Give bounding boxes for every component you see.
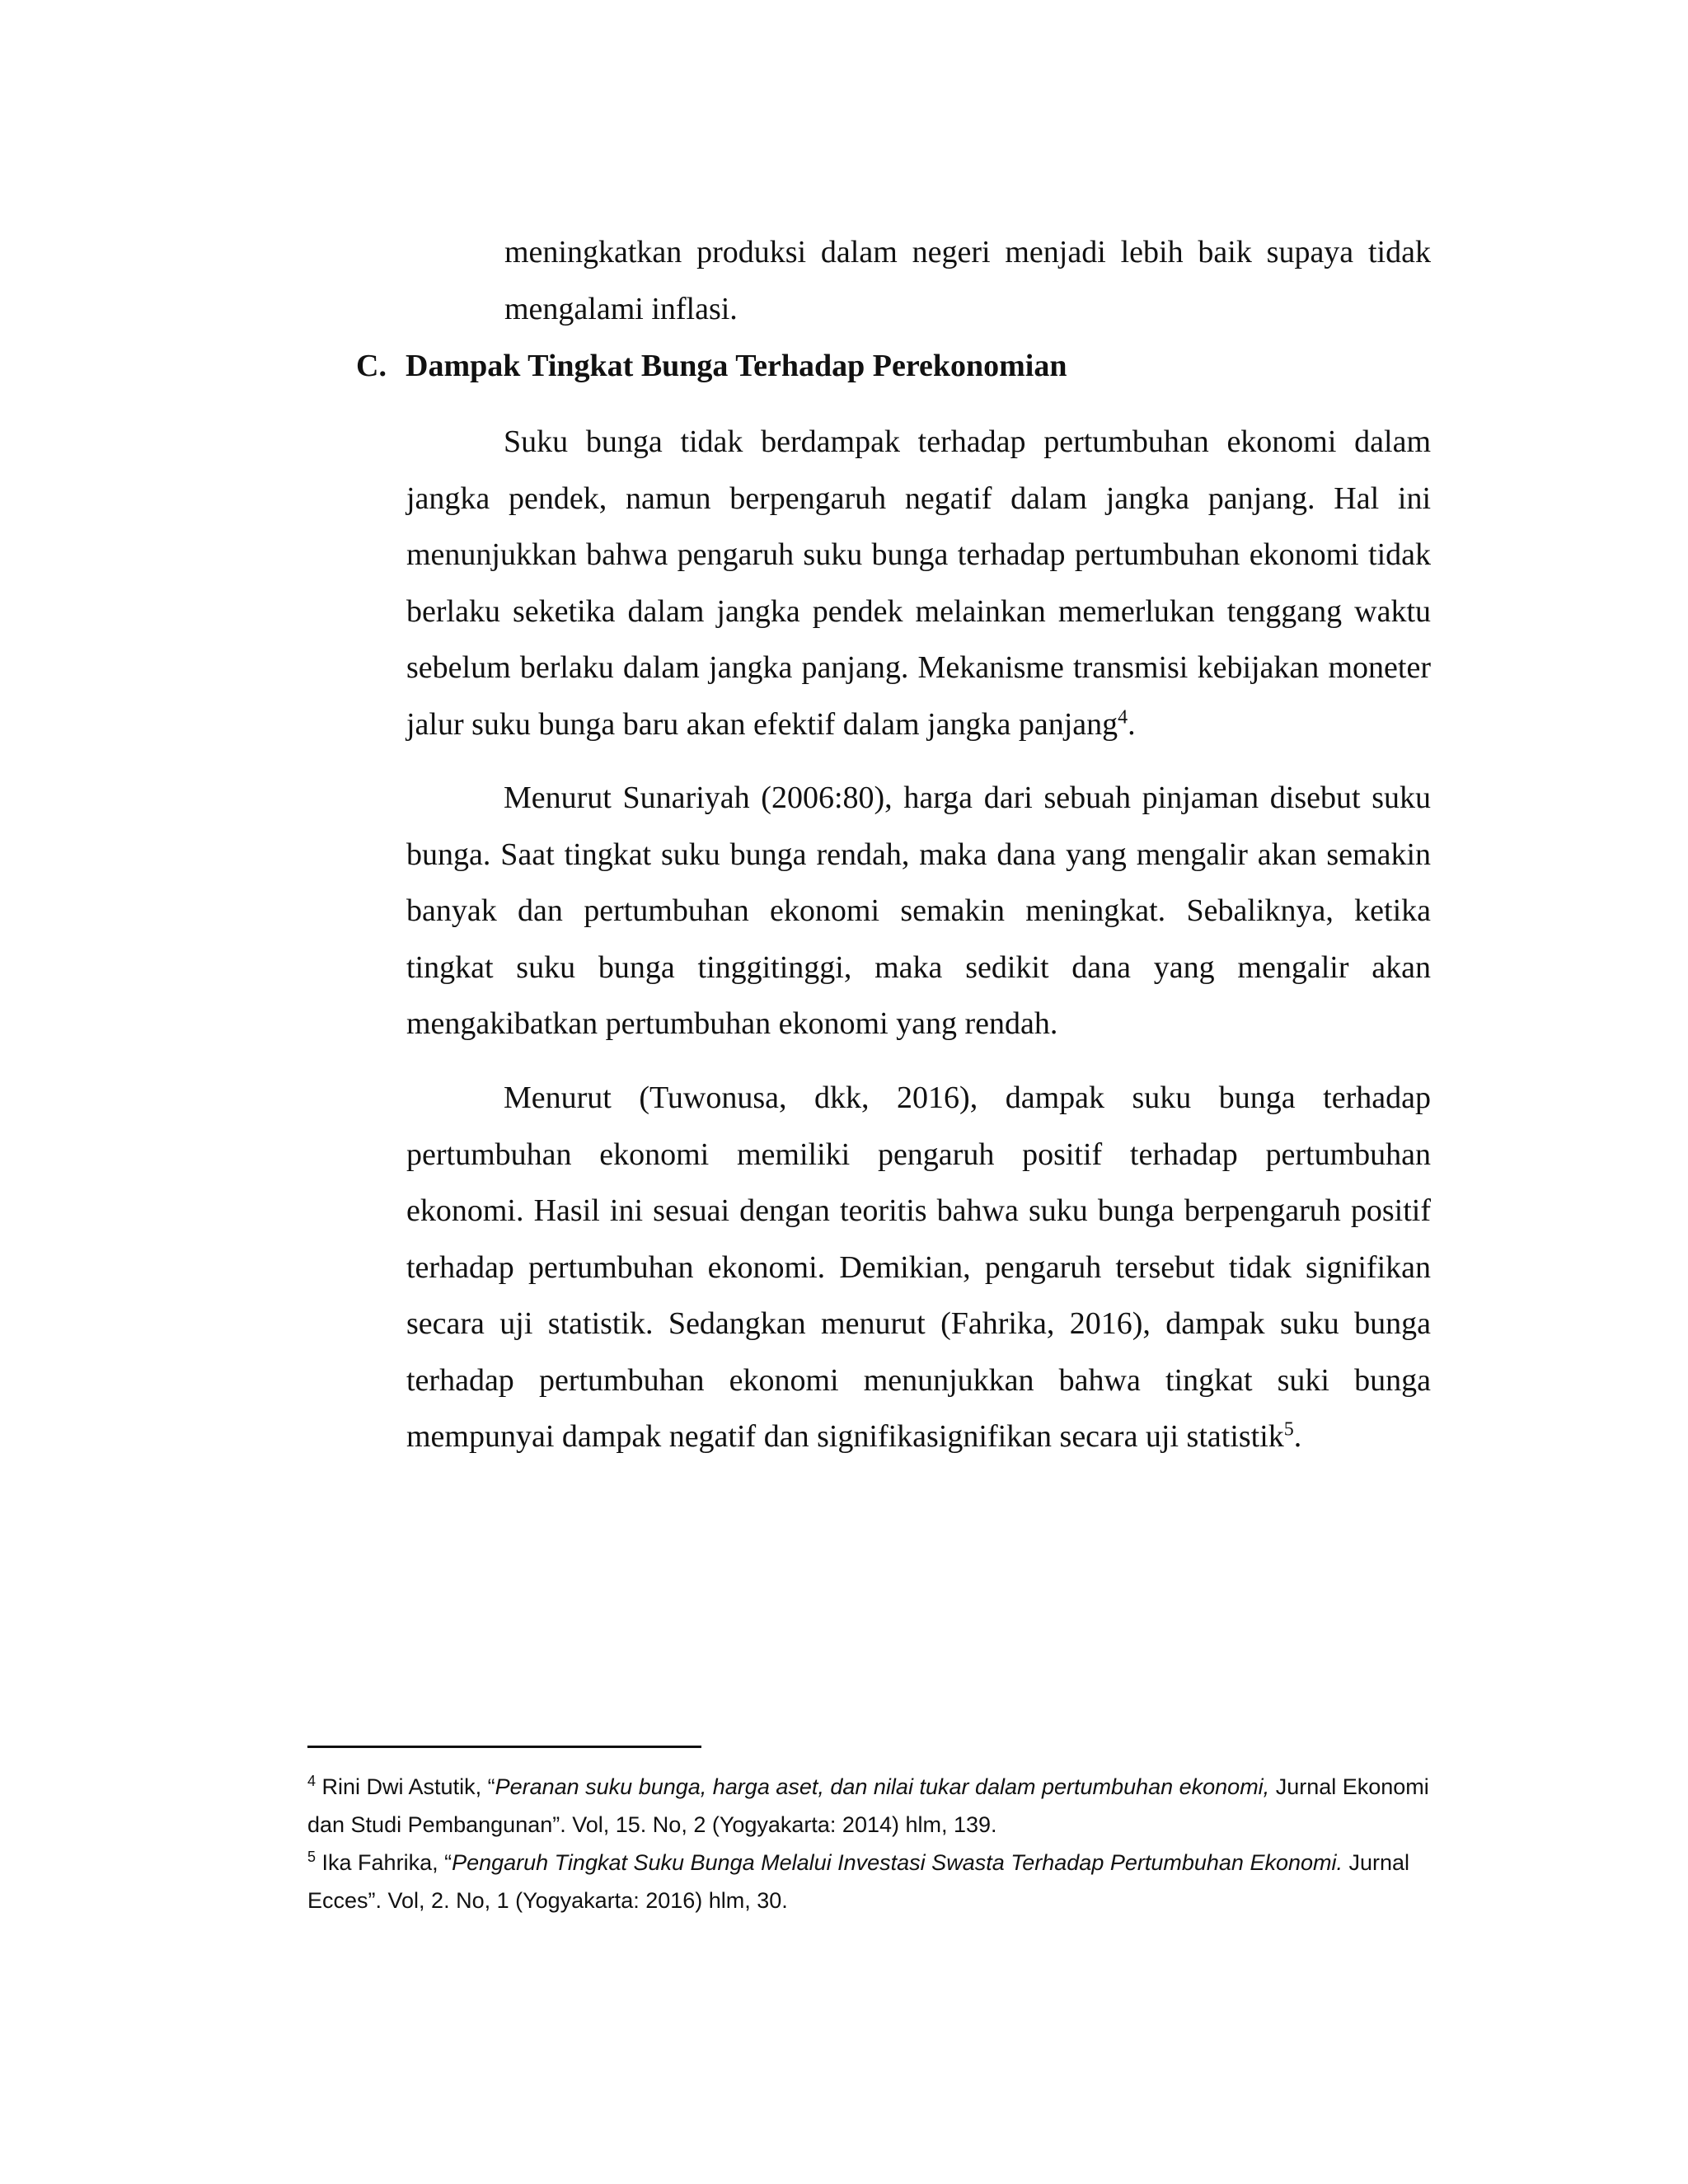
footnote-5-title: Pengaruh Tingkat Suku Bunga Melalui Investasi Swasta Terhadap Pertumbuhan Ekonomi. (452, 1850, 1343, 1875)
carry-over-text: meningkatkan produksi dalam negeri menjadi lebih baik supaya tidak mengalami inflasi. (504, 235, 1431, 326)
footnote-ref-4[interactable]: 4 (1118, 705, 1128, 728)
footnotes (307, 1768, 1445, 1919)
section-heading (356, 338, 1067, 395)
paragraph-3-text: Menurut (Tuwonusa, dkk, 2016), dampak suku bunga terhadap pertumbuhan ekonomi memiliki pengaruh positif terhadap pertumbuhan ekonomi. Hasil ini sesuai dengan teoritis bahwa suku bunga berpengaruh positif terhadap pertumbuhan ekonomi. Demikian, pengaruh tersebut tidak signifikan secara uji statistik. Sedangkan menurut (Fahrika, 2016), dampak suku bunga terhadap pertumbuhan ekonomi menunjukkan bahwa tingkat suki bunga mempunyai dampak negatif dan signifikasignifikan secara uji statistik (406, 1080, 1431, 1454)
paragraph-3-end: . (1293, 1419, 1302, 1454)
paragraph-1 (406, 414, 1431, 752)
paragraph-2-text: Menurut Sunariyah (2006:80), harga dari sebuah pinjaman disebut suku bunga. Saat tingkat suku bunga rendah, maka dana yang mengalir akan semakin banyak dan pertumbuhan ekonomi semakin meningkat. Sebaliknya, ketika tingkat suku bunga tinggitinggi, maka sedikit dana yang mengalir akan mengakibatkan pertumbuhan ekonomi yang rendah. (406, 780, 1431, 1041)
footnote-5 (307, 1844, 1445, 1919)
footnote-5-rest: Jurnal Ecces”. Vol, 2. No, 1 (Yogyakarta: 2016) hlm, 30. (307, 1850, 1410, 1913)
paragraph-3 (406, 1070, 1431, 1465)
section-title: Dampak Tingkat Bunga Terhadap Perekonomian (406, 349, 1067, 383)
paragraph-2 (406, 770, 1431, 1052)
footnote-4-lead: Rini Dwi Astutik, “ (321, 1774, 495, 1799)
footnote-4-number: 4 (307, 1773, 316, 1789)
footnote-4-rest: Jurnal Ekonomi dan Studi Pembangunan”. Vol, 15. No, 2 (Yogyakarta: 2014) hlm, 139. (307, 1774, 1429, 1837)
paragraph-1-text: Suku bunga tidak berdampak terhadap pertumbuhan ekonomi dalam jangka pendek, namun berpengaruh negatif dalam jangka panjang. Hal ini menunjukkan bahwa pengaruh suku bunga terhadap pertumbuhan ekonomi tidak berlaku seketika dalam jangka pendek melainkan memerlukan tenggang waktu sebelum berlaku dalam jangka panjang. Mekanisme transmisi kebijakan moneter jalur suku bunga baru akan efektif dalam jangka panjang (406, 424, 1431, 742)
footnote-ref-5[interactable]: 5 (1283, 1418, 1294, 1441)
footnote-5-lead: Ika Fahrika, “ (321, 1850, 452, 1875)
footnote-4-title: Peranan suku bunga, harga aset, dan nilai tukar dalam pertumbuhan ekonomi, (495, 1774, 1270, 1799)
footnote-4 (307, 1768, 1445, 1844)
section-marker: C. (356, 349, 387, 383)
footnote-separator (307, 1746, 701, 1748)
footnote-5-number: 5 (307, 1849, 316, 1865)
carry-over-paragraph (504, 224, 1431, 338)
paragraph-1-end: . (1128, 706, 1136, 742)
